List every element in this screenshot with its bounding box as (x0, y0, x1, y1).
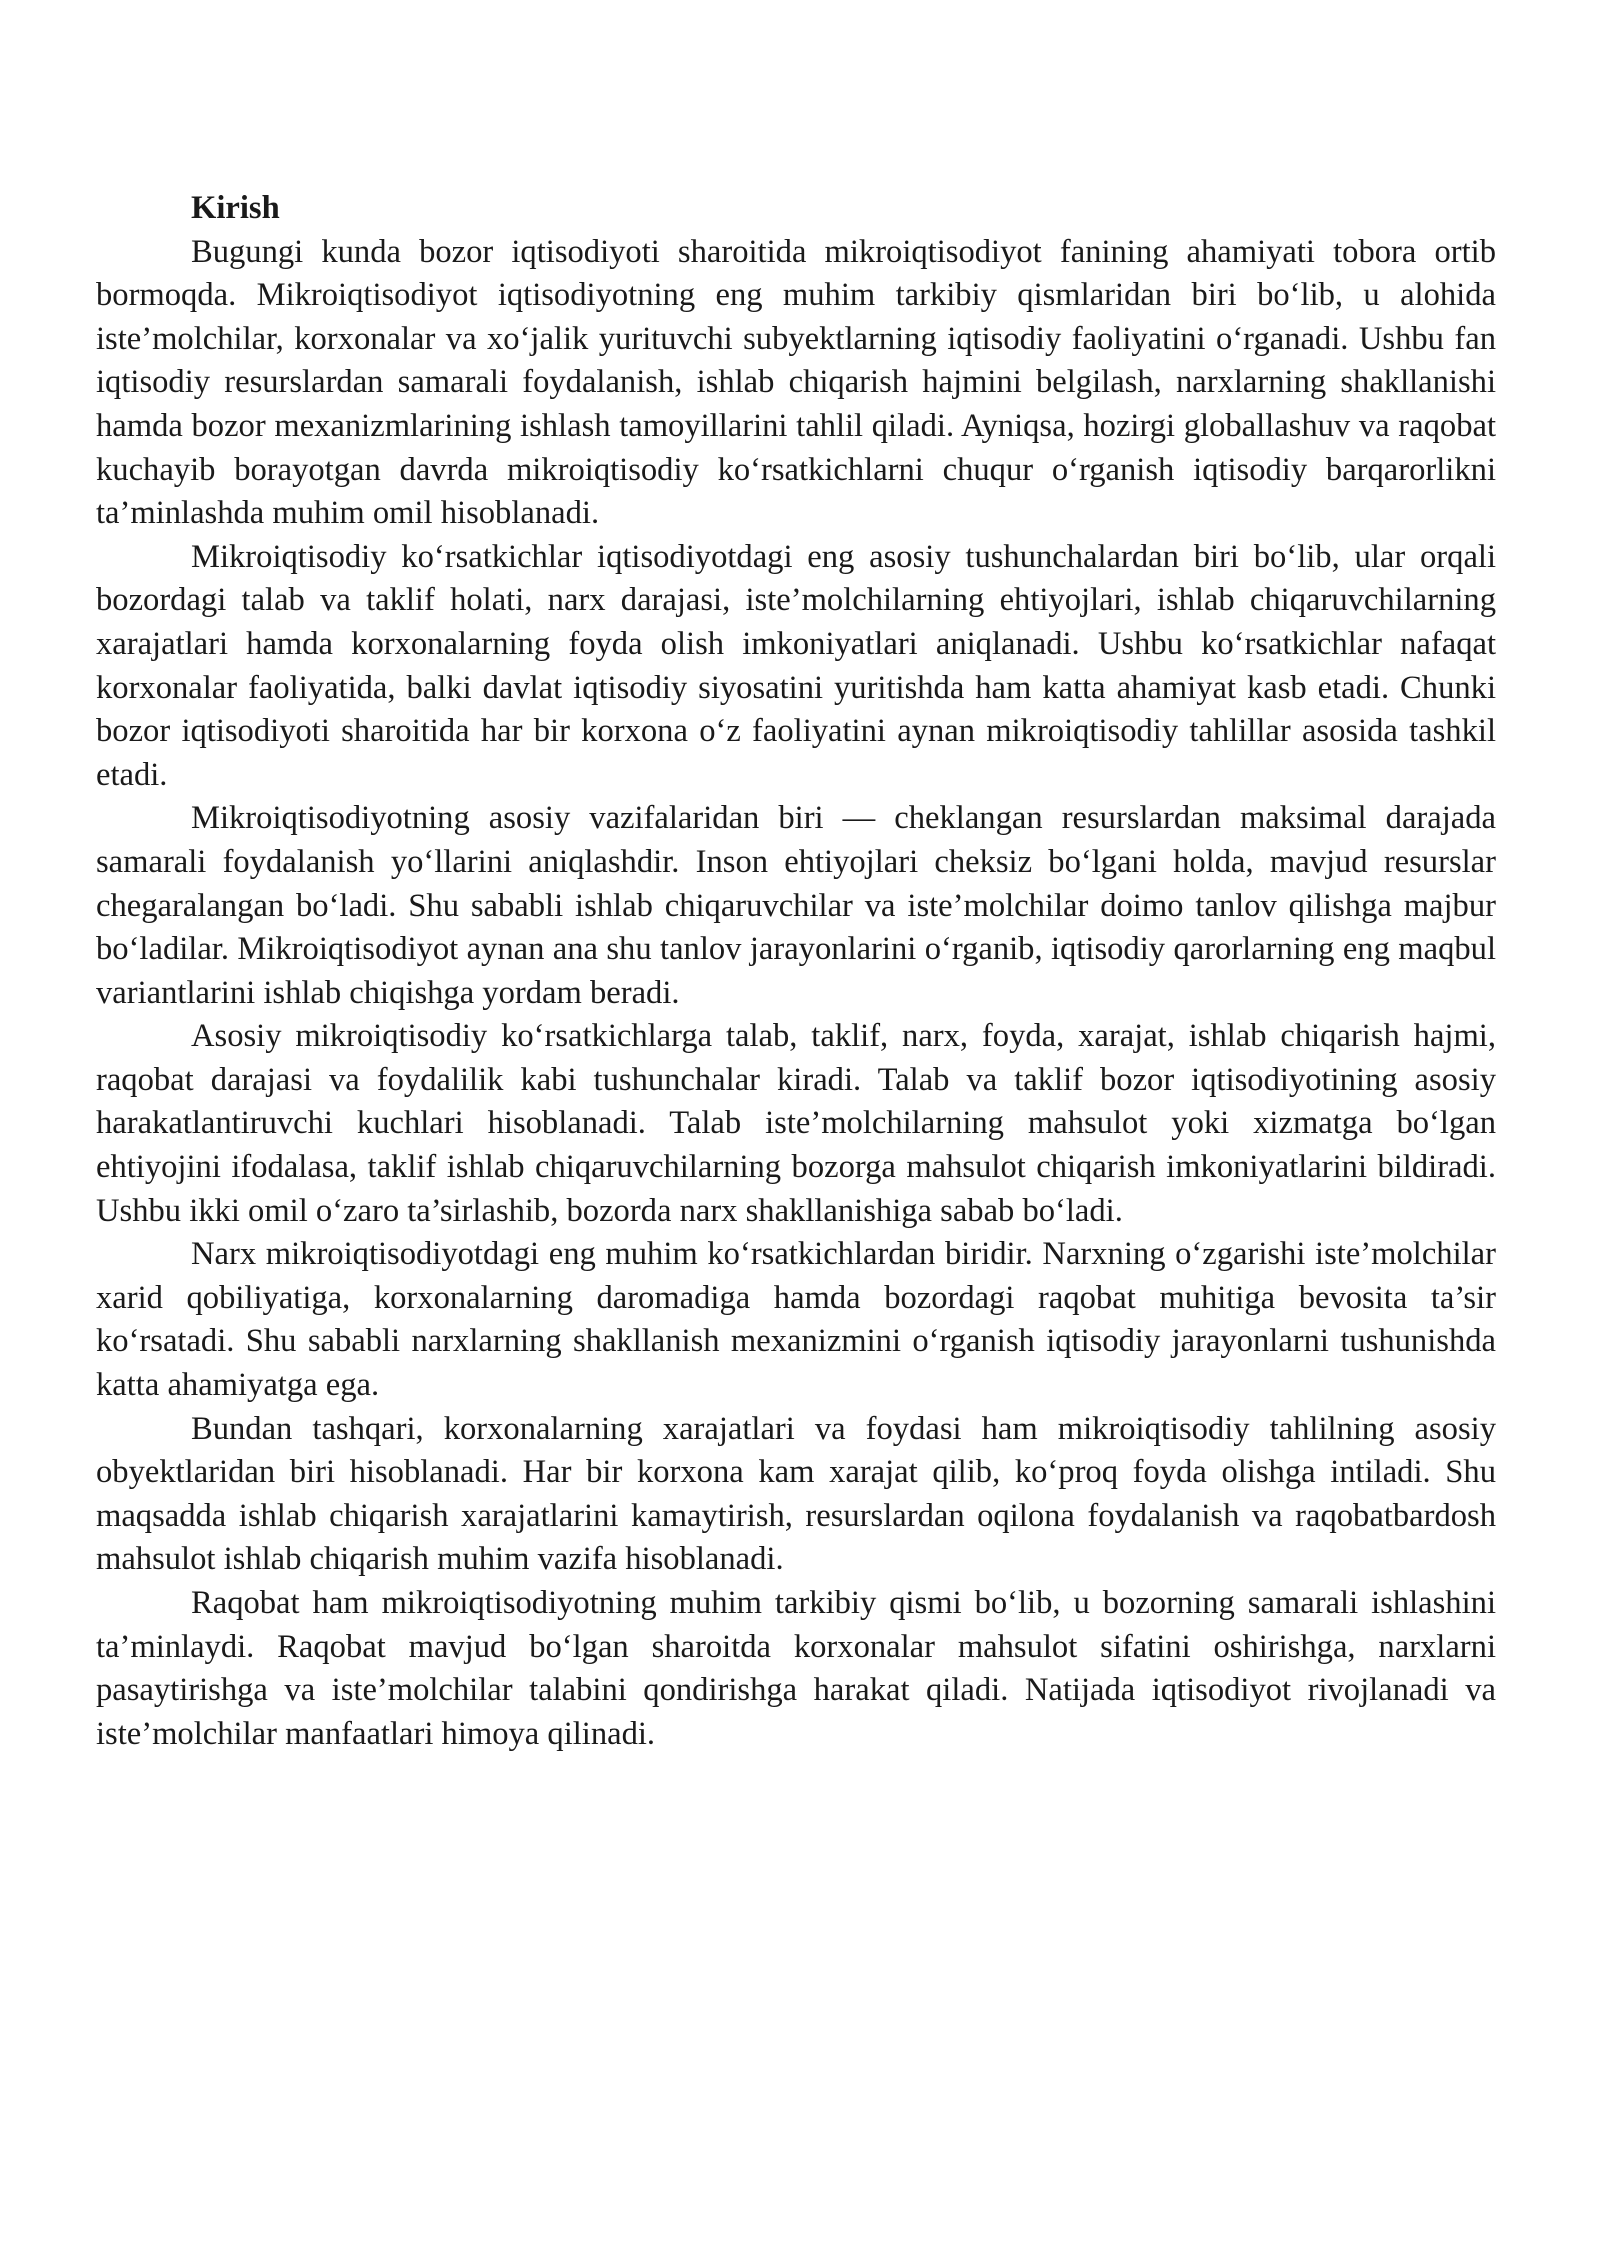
document-body (96, 187, 1496, 1756)
paragraph-main-indicators: Asosiy mikroiqtisodiy ko‘rsatkichlarga talab, taklif, narx, foyda, xarajat, ishlab chiqarish hajmi, raqobat darajasi va foydalilik kabi tushunchalar kiradi. Talab va taklif bozor iqtisodiyotining asosiy harakatlantiruvchi kuchlari hisoblanadi. Talab iste’molchilarning mahsulot yoki xizmatga bo‘lgan ehtiyojini ifodalasa, taklif ishlab chiqaruvchilarning bozorga mahsulot chiqarish imkoniyatlarini bildiradi. Ushbu ikki omil o‘zaro ta’sirlashib, bozorda narx shakllanishiga sabab bo‘ladi. (96, 1018, 1496, 1229)
paragraph-costs-profit: Bundan tashqari, korxonalarning xarajatlari va foydasi ham mikroiqtisodiy tahlilning asosiy obyektlaridan biri hisoblanadi. Har bir korxona kam xarajat qilib, ko‘proq foyda olishga intiladi. Shu maqsadda ishlab chiqarish xarajatlarini kamaytirish, resurslardan oqilona foydalanish va raqobatbardosh mahsulot ishlab chiqarish muhim vazifa hisoblanadi. (96, 1410, 1496, 1578)
paragraph-competition: Raqobat ham mikroiqtisodiyotning muhim tarkibiy qismi bo‘lib, u bozorning samarali ishlashini ta’minlaydi. Raqobat mavjud bo‘lgan sharoitda korxonalar mahsulot sifatini oshirishga, narxlarni pasaytirishga va iste’molchilar talabini qondirishga harakat qiladi. Natijada iqtisodiyot rivojlanadi va iste’molchilar manfaatlari himoya qilinadi. (96, 1585, 1496, 1752)
paragraph-tasks: Mikroiqtisodiyotning asosiy vazifalaridan biri — cheklangan resurslardan maksimal darajada samarali foydalanish yo‘llarini aniqlashdir. Inson ehtiyojlari cheksiz bo‘lgani holda, mavjud resurslar chegaralangan bo‘ladi. Shu sababli ishlab chiqaruvchilar va iste’molchilar doimo tanlov qilishga majbur bo‘ladilar. Mikroiqtisodiyot aynan ana shu tanlov jarayonlarini o‘rganib, iqtisodiy qarorlarning eng maqbul variantlarini ishlab chiqishga yordam beradi. (96, 800, 1496, 1011)
section-heading: Kirish (191, 190, 280, 226)
paragraph-price: Narx mikroiqtisodiyotdagi eng muhim ko‘rsatkichlardan biridir. Narxning o‘zgarishi iste’molchilar xarid qobiliyatiga, korxonalarning daromadiga hamda bozordagi raqobat muhitiga bevosita ta’sir ko‘rsatadi. Shu sababli narxlarning shakllanish mexanizmini o‘rganish iqtisodiy jarayonlarni tushunishda katta ahamiyatga ega. (96, 1236, 1496, 1404)
paragraph-indicators: Mikroiqtisodiy ko‘rsatkichlar iqtisodiyotdagi eng asosiy tushunchalardan biri bo‘lib, ular orqali bozordagi talab va taklif holati, narx darajasi, iste’molchilarning ehtiyojlari, ishlab chiqaruvchilarning xarajatlari hamda korxonalarning foyda olish imkoniyatlari aniqlanadi. Ushbu ko‘rsatkichlar nafaqat korxonalar faoliyatida, balki davlat iqtisodiy siyosatini yuritishda ham katta ahamiyat kasb etadi. Chunki bozor iqtisodiyoti sharoitida har bir korxona o‘z faoliyatini aynan mikroiqtisodiy tahlillar asosida tashkil etadi. (96, 538, 1496, 793)
paragraph-intro: Bugungi kunda bozor iqtisodiyoti sharoitida mikroiqtisodiyot fanining ahamiyati tobora ortib bormoqda. Mikroiqtisodiyot iqtisodiyotning eng muhim tarkibiy qismlaridan biri bo‘lib, u alohida iste’molchilar, korxonalar va xo‘jalik yurituvchi subyektlarning iqtisodiy faoliyatini o‘rganadi. Ushbu fan iqtisodiy resurslardan samarali foydalanish, ishlab chiqarish hajmini belgilash, narxlarning shakllanishi hamda bozor mexanizmlarining ishlash tamoyillarini tahlil qiladi. Ayniqsa, hozirgi globallashuv va raqobat kuchayib borayotgan davrda mikroiqtisodiy ko‘rsatkichlarni chuqur o‘rganish iqtisodiy barqarorlikni ta’minlashda muhim omil hisoblanadi. (96, 233, 1496, 532)
